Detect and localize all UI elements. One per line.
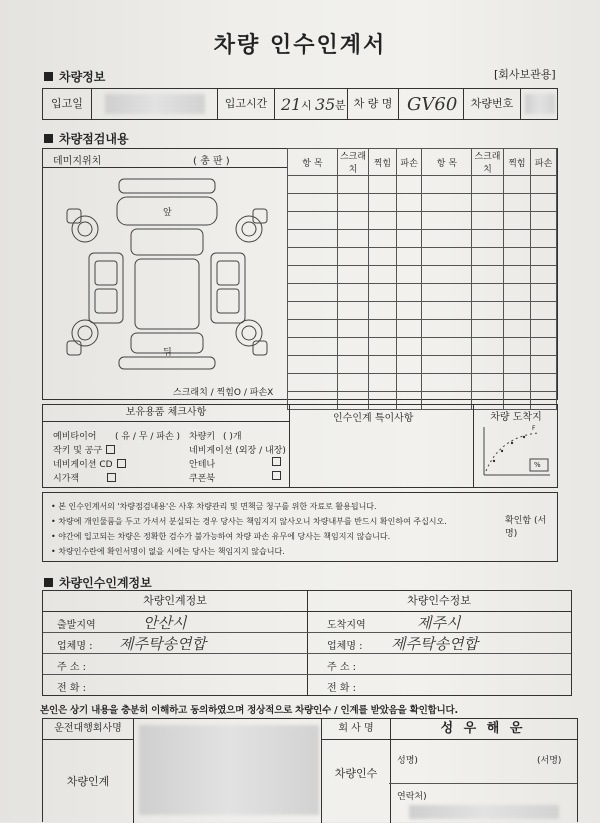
notice-box [42,492,558,562]
take-row-address [307,653,571,675]
notice-item: • 차량인수란에 확인서명이 없을 시에는 당사는 책임지지 않습니다. [51,547,285,556]
inspection-cell[interactable] [369,284,397,302]
handover-take [307,591,571,695]
inspection-row [288,338,557,356]
inspection-row [288,212,557,230]
inspection-cell[interactable] [472,302,503,320]
confirm-statement: 본인은 상기 내용을 충분히 이해하고 동의하였으며 정상적으로 차량인수 / 인계를 받았음을 확인합니다. [40,705,458,716]
handover-give [43,591,308,695]
give-row-company [43,632,307,654]
inspection-cell[interactable] [503,320,531,338]
inspection-cell[interactable] [288,374,338,392]
agency-label: 운전대행회사명 [43,719,134,740]
items-area [42,404,558,488]
inspection-cell[interactable] [288,176,338,194]
inspection-row [288,356,557,374]
inspection-cell[interactable] [288,248,338,266]
take-header: 차량인수정보 [307,591,571,612]
give-company-label: 업체명 : [57,641,93,652]
inspection-cell[interactable] [337,374,368,392]
inspection-cell[interactable] [337,212,368,230]
inspection-cell[interactable] [472,320,503,338]
inspection-cell[interactable] [396,266,422,284]
inspection-cell[interactable] [472,284,503,302]
inspection-cell[interactable] [472,230,503,248]
footer-table [42,718,578,822]
cigar-checkbox[interactable] [107,473,116,482]
inspection-cell[interactable] [503,248,531,266]
antenna-checkbox[interactable] [272,457,281,466]
inspection-cell[interactable] [422,194,472,212]
inspection-cell[interactable] [337,356,368,374]
coupon-checkbox[interactable] [272,471,281,480]
inspection-cell[interactable] [531,176,557,194]
antenna-text: 안테나 [189,460,216,470]
inspection-cell[interactable] [472,374,503,392]
inspection-cell[interactable] [531,230,557,248]
fuel-header: 차량 도착지 [490,412,542,423]
inspection-cell[interactable] [369,212,397,230]
inspection-cell[interactable] [531,356,557,374]
inspection-cell[interactable] [288,338,338,356]
inspection-cell[interactable] [369,194,397,212]
give-row-depart [43,611,307,633]
take-row-phone [307,674,571,695]
entry-minute-handwritten: 35 [315,95,336,114]
give-row-address [43,653,307,675]
give-header: 차량인계정보 [43,591,307,612]
section-inspection [44,130,129,147]
inspection-cell[interactable] [503,230,531,248]
inspection-cell[interactable] [337,176,368,194]
inspection-cell[interactable] [337,338,368,356]
inspection-cell[interactable] [422,374,472,392]
document-title: 차량 인수인계서 [213,33,387,58]
inspection-row [288,374,557,392]
inspection-cell[interactable] [337,284,368,302]
inspection-cell[interactable] [422,230,472,248]
spare-tire-options: ( 유 / 무 / 파손 ) [115,432,181,442]
notice-list [51,499,447,559]
fuel-full-label: F [532,425,536,432]
cigar-label [53,471,116,484]
entry-date-redacted [105,94,205,114]
sign-name-label: 성명) [397,756,418,766]
inspection-cell[interactable] [422,176,472,194]
fuel-gauge-box [473,405,558,487]
handover-table [42,590,572,696]
nav-cd-checkbox[interactable] [117,459,126,468]
arrive-label: 도착지역 [327,620,366,631]
contact-label: 연락처) [397,792,427,802]
nav-cd-label [53,457,126,470]
section-vehicle-info [44,68,105,85]
tools-label [53,443,115,456]
inspection-cell[interactable] [503,212,531,230]
section-bullet-icon [44,134,53,143]
spare-tire-label: 예비타이어 [53,432,97,442]
inspection-cell[interactable] [396,320,422,338]
inspection-cell[interactable] [369,356,397,374]
inspection-row [288,230,557,248]
inspection-cell[interactable] [472,212,503,230]
inspection-cell[interactable] [472,194,503,212]
inspection-cell[interactable] [288,266,338,284]
inspection-cell[interactable] [422,302,472,320]
inspection-cell[interactable] [531,284,557,302]
inspection-cell[interactable] [369,266,397,284]
handover-sign-label: 차량인계 [66,775,110,788]
inspection-cell[interactable] [422,248,472,266]
inspection-area [42,148,558,400]
inspection-col-header: 찍힘 [503,149,531,176]
inspection-cell[interactable] [503,284,531,302]
inspection-cell[interactable] [503,266,531,284]
inspection-cell[interactable] [369,248,397,266]
inspection-row [288,266,557,284]
damage-header-label: 데미지위치 [53,156,102,167]
confirm-signature-label: 확인함 (서명) [505,516,547,539]
fuel-gauge-icon [480,423,552,481]
antenna-label [189,457,281,470]
inspection-cell[interactable] [531,194,557,212]
take-company-handwritten: 제주탁송연합 [391,635,478,653]
car-number-redacted [525,94,555,114]
inspection-cell[interactable] [503,338,531,356]
section-bullet-icon [44,72,53,81]
inspection-cell[interactable] [503,194,531,212]
inspection-cell[interactable] [531,212,557,230]
rear-label: 뒤 [163,348,172,358]
coupon-text: 쿠폰북 [189,474,216,484]
inspection-cell[interactable] [531,374,557,392]
inspection-cell[interactable] [337,302,368,320]
items-header: 보유용품 체크사항 [43,405,289,422]
navigation-label: 네비게이션 (외장 / 내장) [189,446,286,456]
take-address-label: 주 소 : [327,662,357,673]
inspection-cell[interactable] [422,266,472,284]
inspection-cell[interactable] [369,302,397,320]
damage-legend: 스크래치 / 찍힘O / 파손X [173,388,274,398]
inspection-table [287,148,557,410]
give-company-handwritten: 제주탁송연합 [119,635,206,653]
inspection-cell[interactable] [422,320,472,338]
inspection-cell[interactable] [337,194,368,212]
inspection-col-header: 파손 [531,149,557,176]
inspection-cell[interactable] [288,320,338,338]
inspection-col-header: 스크래치 [337,149,368,176]
car-key-label: 차량키 [189,432,216,442]
car-damage-diagram [61,173,271,373]
inspection-col-header: 파손 [396,149,422,176]
company-value: 성 우 해 운 [389,719,577,740]
inspection-cell[interactable] [531,320,557,338]
inspection-cell[interactable] [288,212,338,230]
inspection-cell[interactable] [396,284,422,302]
car-key-count: ( )개 [223,432,242,442]
inspection-cell[interactable] [531,338,557,356]
tools-text: 작키 및 공구 [53,446,103,456]
inspection-col-header: 찍힘 [369,149,397,176]
notice-item: • 차량에 개인물품을 두고 가셔서 분실되는 경우 당사는 책임지지 않사오니 차량내부를 반드시 확인하여 주십시오. [51,517,447,526]
inspection-cell[interactable] [472,356,503,374]
section-handover-label: 차량인수인계정보 [59,576,152,590]
inspection-cell[interactable] [337,230,368,248]
inspection-cell[interactable] [396,338,422,356]
section-handover [44,574,152,591]
entry-date-label: 입고일 [43,89,92,119]
inspection-col-header: 스크래치 [472,149,503,176]
cigar-text: 시가잭 [53,474,80,484]
footer-mid-col [321,719,391,823]
inspection-row [288,284,557,302]
inspection-cell[interactable] [503,302,531,320]
entry-time-label: 입고시간 [217,89,275,119]
arrive-handwritten: 제주시 [417,614,461,632]
inspection-row [288,176,557,194]
depart-label: 출발지역 [57,620,96,631]
section-vehicle-label: 차량정보 [59,70,106,84]
inspection-row [288,248,557,266]
section-inspection-label: 차량점검내용 [59,132,129,146]
damage-total-label: ( 총 판 ) [193,156,230,167]
car-name-handwritten: GV60 [407,94,458,115]
entry-hour-handwritten: 21 [281,95,302,114]
inspection-cell[interactable] [422,356,472,374]
inspection-cell[interactable] [396,176,422,194]
inspection-cell[interactable] [396,248,422,266]
hour-label: 시 [301,99,312,112]
inspection-cell[interactable] [288,356,338,374]
sign-mark-label: (서명) [537,756,562,766]
take-company-label: 업체명 : [327,641,363,652]
sign-name-row [389,739,577,784]
inspection-header-row [288,149,557,176]
take-row-arrive [307,611,571,633]
contact-row [389,783,577,823]
special-notes-header: 인수인계 특이사항 [333,413,414,424]
inspection-cell[interactable] [288,302,338,320]
inspection-cell[interactable] [472,248,503,266]
give-row-phone [43,674,307,695]
take-phone-label: 전 화 : [327,683,357,694]
handover-sign-cell [43,739,134,823]
inspection-cell[interactable] [396,374,422,392]
inspection-cell[interactable] [396,356,422,374]
inspection-cell[interactable] [369,230,397,248]
notice-item: • 본 인수인계서의 '차량점검내용'은 사후 차량관리 및 면책금 청구를 위한 자료로 활용됩니다. [51,502,377,511]
inspection-col-header: 항 목 [422,149,472,176]
inspection-cell[interactable] [288,284,338,302]
inspection-cell[interactable] [531,248,557,266]
inspection-cell[interactable] [422,338,472,356]
inspection-cell[interactable] [369,320,397,338]
nav-cd-text: 네비게이션 CD [53,460,113,470]
vehicle-info-row [42,88,558,120]
notice-item: • 야간에 입고되는 차량은 정확한 검수가 불가능하여 차량 파손 유무에 당사는 책임지지 않습니다. [51,532,391,541]
copy-label: [회사보관용] [494,68,556,81]
minute-label: 분 [335,99,346,112]
inspection-cell[interactable] [288,230,338,248]
inspection-cell[interactable] [288,194,338,212]
inspection-col-header: 항 목 [288,149,338,176]
inspection-cell[interactable] [337,248,368,266]
inspection-row [288,194,557,212]
inspection-cell[interactable] [531,266,557,284]
inspection-cell[interactable] [503,374,531,392]
inspection-cell[interactable] [472,176,503,194]
inspection-cell[interactable] [531,302,557,320]
inspection-cell[interactable] [503,356,531,374]
inspection-cell[interactable] [337,266,368,284]
inspection-cell[interactable] [472,338,503,356]
inspection-cell[interactable] [472,266,503,284]
contact-redacted [409,805,559,819]
tools-checkbox[interactable] [106,445,115,454]
inspection-cell[interactable] [503,176,531,194]
inspection-row [288,320,557,338]
coupon-label [189,471,281,484]
inspection-cell[interactable] [396,230,422,248]
inspection-cell[interactable] [369,374,397,392]
items-checklist [43,405,290,487]
give-address-label: 주 소 : [57,662,87,673]
inspection-cell[interactable] [369,176,397,194]
inspection-cell[interactable] [396,302,422,320]
inspection-cell[interactable] [422,212,472,230]
inspection-cell[interactable] [422,284,472,302]
take-row-company [307,632,571,654]
fuel-percent-label: % [534,461,541,469]
damage-header [43,149,288,168]
section-bullet-icon [44,578,53,587]
agency-redacted [139,725,319,815]
inspection-cell[interactable] [369,338,397,356]
inspection-cell[interactable] [337,320,368,338]
give-phone-label: 전 화 : [57,683,87,694]
inspection-row [288,302,557,320]
car-number-label: 차량번호 [463,89,521,119]
car-name-label: 차 량 명 [347,89,399,119]
front-label: 앞 [163,208,172,218]
company-label: 회 사 명 [322,719,390,740]
inspection-cell[interactable] [396,212,422,230]
takeover-sign-label: 차량인수 [334,767,378,780]
inspection-cell[interactable] [396,194,422,212]
depart-handwritten: 안산시 [143,614,187,632]
